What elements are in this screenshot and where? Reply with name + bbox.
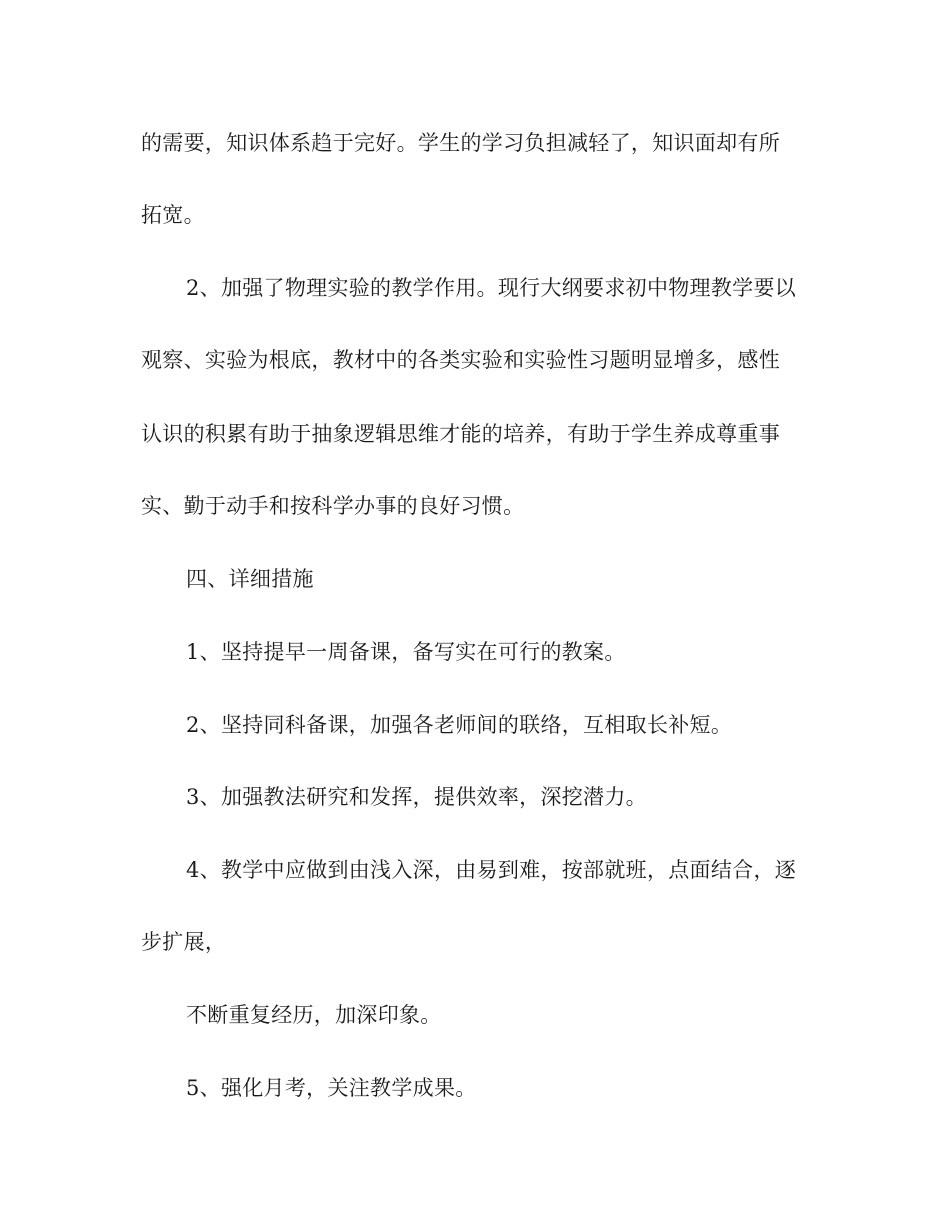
list-item-continuation: 不断重复经历，加深印象。	[186, 1003, 442, 1027]
list-item: 3、加强教法研究和发挥，提供效率，深挖潜力。	[186, 785, 647, 809]
list-item-continuation: 步扩展，	[141, 930, 227, 954]
section-heading: 四、详细措施	[186, 567, 314, 591]
list-item: 4、教学中应做到由浅入深，由易到难，按部就班，点面结合，逐	[186, 858, 797, 882]
list-item: 2、坚持同科备课，加强各老师间的联络，互相取长补短。	[186, 713, 733, 737]
paragraph-line: 观察、实验为根底，教材中的各类实验和实验性习题明显增多，感性	[141, 348, 780, 372]
list-item: 1、坚持提早一周备课，备写实在可行的教案。	[186, 640, 626, 664]
paragraph-line: 拓宽。	[141, 203, 205, 227]
paragraph-line: 2、加强了物理实验的教学作用。现行大纲要求初中物理教学要以	[186, 276, 797, 300]
list-item: 5、强化月考，关注教学成果。	[186, 1076, 477, 1100]
paragraph-line: 实、勤于动手和按科学办事的良好习惯。	[141, 494, 525, 518]
paragraph-line: 认识的积累有助于抽象逻辑思维才能的培养，有助于学生养成尊重事	[141, 422, 780, 446]
paragraph-line: 的需要，知识体系趋于完好。学生的学习负担减轻了，知识面却有所	[141, 131, 780, 155]
